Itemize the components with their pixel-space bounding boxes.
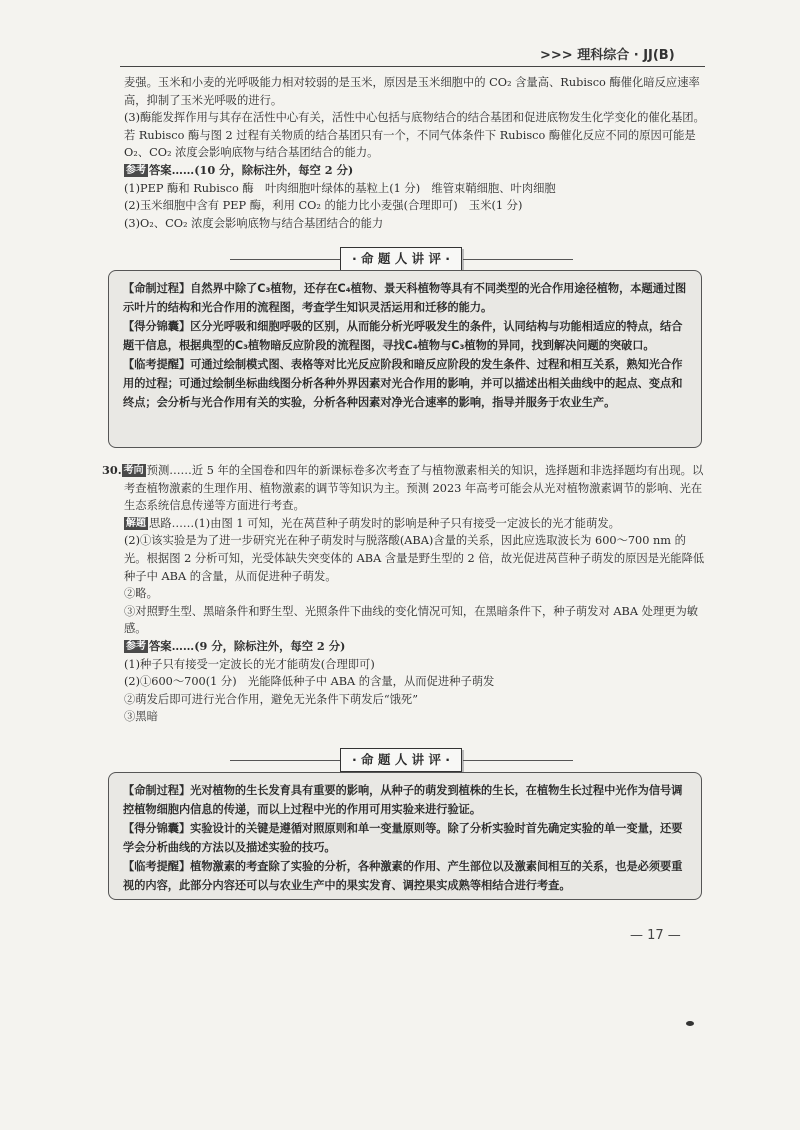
review2-reminder-text: 植物激素的考查除了实验的分析，各种激素的作用、产生部位以及激素间相互的关系，也是必须要重视的内容，此部分内容还可以与农业生产中的果实发育、调控果实成熟等相结合进行考查。	[123, 860, 683, 892]
review1-process	[123, 279, 691, 317]
answer-tag: 参考	[126, 164, 146, 176]
review-banner-1: · 命 题 人 讲 评 ·	[340, 247, 462, 271]
explanation-paragraph-2: (3)酶能发挥作用与其存在活性中心有关，活性中心包括与底物结合的结合基团和促进底物发生化学变化的催化基团。若 Rubisco 酶与图 2 过程有关物质的结合基团只有一个，不同气体条件下 Rubisco 酶催化反应不同的原因可能是 O₂、CO₂ 浓度会影响底物与结合基团结合的能力。	[124, 111, 705, 160]
idea-paragraph-2: (2)①该实验是为了进一步研究光在种子萌发时与脱落酸(ABA)含量的关系，因此应选取波长为 600～700 nm 的光。根据图 2 分析可知，光受体缺失突变体的 ABA 含量是野生型的 2 倍，故光促进莴苣种子萌发的原因是光能降低种子中 ABA 的含量，从而促进种子萌发。	[124, 534, 705, 583]
review2-reminder-label: 【临考提醒】	[123, 860, 191, 873]
review-banner-2: · 命 题 人 讲 评 ·	[340, 748, 462, 772]
q30-answer-heading	[124, 638, 706, 656]
forecast-tag: 考向	[123, 465, 144, 476]
review2-process-label: 【命制过程】	[123, 784, 191, 797]
review1-reminder	[123, 355, 691, 412]
answer-heading	[124, 162, 706, 180]
banner2-rule-left	[230, 760, 340, 761]
review2-tips-text: 实验设计的关键是遵循对照原则和单一变量原则等。除了分析实验时首先确定实验的单一变量，还要学会分析曲线的方法以及描述实验的技巧。	[123, 822, 683, 854]
q30-answer-line-3: ②萌发后即可进行光合作用，避免无光条件下萌发后“饿死”	[124, 692, 418, 706]
top-section	[124, 74, 706, 232]
answer-line-1: (1)PEP 酶和 Rubisco 酶 叶肉细胞叶绿体的基粒上(1 分) 维管束鞘细胞、叶肉细胞	[124, 181, 556, 195]
idea-tag: 解题	[126, 517, 146, 529]
review2-process	[123, 781, 691, 819]
q30-answer-line-1: (1)种子只有接受一定波长的光才能萌发(合理即可)	[124, 657, 375, 671]
idea-paragraph-1	[124, 515, 706, 533]
review2-tips-label: 【得分锦囊】	[123, 822, 191, 835]
page-header: >>> 理科综合 · JJ(B)	[540, 48, 675, 63]
review1-tips-label: 【得分锦囊】	[123, 320, 191, 333]
review1-tips	[123, 317, 691, 355]
q30-answer-line-4: ③黑暗	[124, 710, 158, 724]
review1-tips-text: 区分光呼吸和细胞呼吸的区别，从而能分析光呼吸发生的条件，认同结构与功能相适应的特点，结合题干信息，根据典型的C₃植物暗反应阶段的流程图，寻找C₄植物与C₃植物的异同，找到解决问题的突破口。	[123, 320, 683, 352]
question-number: 30.	[102, 463, 122, 477]
header-rule	[120, 66, 705, 67]
answer-heading-text: 答案……(10 分，除标注外，每空 2 分)	[149, 162, 354, 177]
review2-tips	[123, 819, 691, 857]
idea-paragraph-3: ②略。	[124, 587, 158, 601]
review-box-1	[108, 270, 702, 448]
review1-process-text: 自然界中除了C₃植物，还存在C₄植物、景天科植物等具有不同类型的光合作用途径植物，本题通过图示叶片的结构和光合作用的流程图，考查学生知识灵活运用和迁移的能力。	[123, 282, 687, 314]
idea-text-1: 思路……(1)由图 1 可知，光在莴苣种子萌发时的影响是种子只有接受一定波长的光才能萌发。	[149, 516, 620, 530]
answer-line-2: (2)玉米细胞中含有 PEP 酶，利用 CO₂ 的能力比小麦强(合理即可) 玉米(1 分)	[124, 199, 523, 213]
review1-process-label: 【命制过程】	[123, 282, 191, 295]
q30-answer-line-2: (2)①600～700(1 分) 光能降低种子中 ABA 的含量，从而促进种子萌发	[124, 675, 495, 689]
banner2-rule-right	[463, 760, 573, 761]
review-box-2	[108, 772, 702, 900]
question-30-section	[102, 462, 706, 726]
banner-rule-left	[230, 259, 340, 260]
review1-reminder-label: 【临考提醒】	[123, 358, 191, 371]
ink-mark	[686, 1021, 694, 1026]
q30-answer-tag: 参考	[126, 640, 146, 652]
review2-reminder	[123, 857, 691, 895]
banner-rule-right	[463, 259, 573, 260]
answer-line-3: (3)O₂、CO₂ 浓度会影响底物与结合基团结合的能力	[124, 216, 384, 230]
forecast-paragraph	[102, 462, 706, 515]
review2-process-text: 光对植物的生长发育具有重要的影响，从种子的萌发到植株的生长，在植物生长过程中光作为信号调控植物细胞内信息的传递，而以上过程中光的作用可用实验来进行验证。	[123, 784, 683, 816]
forecast-text: 预测……近 5 年的全国卷和四年的新课标卷多次考查了与植物激素相关的知识，选择题和非选择题均有出现。以考查植物激素的生理作用、植物激素的调节等知识为主。预测 2023 年高考可能会从光对植物激素调节的影响、光在生态系统信息传递等方面进行考查。	[124, 464, 704, 513]
page-number: — 17 —	[630, 928, 681, 943]
review1-reminder-text: 可通过绘制模式图、表格等对比光反应阶段和暗反应阶段的发生条件、过程和相互关系，熟知光合作用的过程；可通过绘制坐标曲线图分析各种外界因素对光合作用的影响，并可以描述出相关曲线中的起点、变点和终点；会分析与光合作用有关的实验，分析各种因素对净光合速率的影响，指导并服务于农业生产。	[123, 358, 683, 409]
explanation-paragraph-1: 麦强。玉米和小麦的光呼吸能力相对较弱的是玉米，原因是玉米细胞中的 CO₂ 含量高、Rubisco 酶催化暗反应速率高，抑制了玉米光呼吸的进行。	[124, 76, 700, 107]
q30-answer-heading-text: 答案……(9 分，除标注外，每空 2 分)	[149, 638, 346, 653]
idea-paragraph-4: ③对照野生型、黑暗条件和野生型、光照条件下曲线的变化情况可知，在黑暗条件下，种子萌发对 ABA 处理更为敏感。	[124, 604, 699, 636]
